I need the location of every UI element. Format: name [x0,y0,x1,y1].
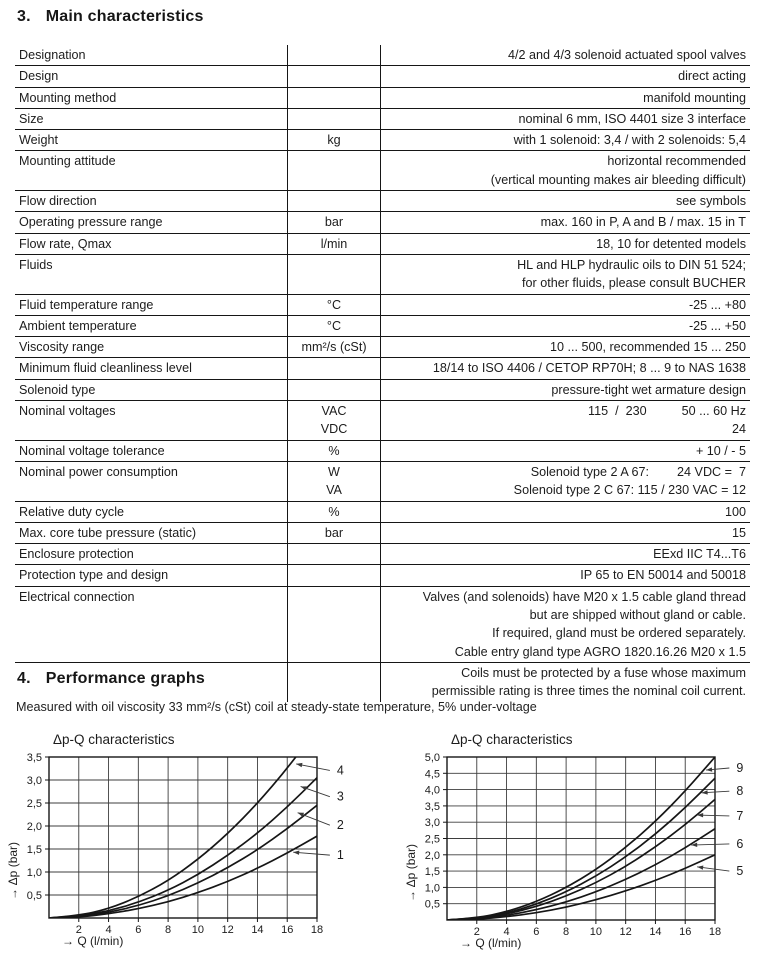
property-cell: Solenoid type [15,379,288,400]
unit-cell: VAC VDC [288,401,381,441]
curve-1 [49,836,317,918]
y-tick-label: 1,0 [26,867,42,879]
x-tick-label: 14 [649,926,662,938]
curve-label: 5 [736,864,744,879]
value-cell: HL and HLP hydraulic oils to DIN 51 524; for other fluids, please consult BUCHER [381,254,751,294]
table-row [15,337,750,358]
property-cell: Mounting method [15,87,288,108]
table-row [15,522,750,543]
property-cell: Viscosity range [15,337,288,358]
property-cell: Fluids [15,254,288,294]
table-row [15,151,750,191]
property-cell: Max. core tube pressure (static) [15,522,288,543]
chart-title: Δp-Q characteristics [53,732,175,747]
unit-cell [288,87,381,108]
x-tick-label: 8 [563,926,570,938]
value-cell: -25 ... +80 [381,294,751,315]
unit-cell: kg [288,130,381,151]
curve-2 [49,805,317,918]
leader-arrowhead [697,865,703,869]
x-tick-label: 10 [191,924,205,936]
unit-cell: bar [288,522,381,543]
section-4-heading [17,670,205,688]
value-cell: nominal 6 mm, ISO 4401 size 3 interface [381,108,751,129]
value-cell: manifold mounting [381,87,751,108]
chart-title: Δp-Q characteristics [451,732,573,747]
unit-cell: bar [288,212,381,233]
table-row [15,315,750,336]
property-cell: Enclosure protection [15,544,288,565]
unit-cell [288,191,381,212]
y-tick-label: 4,5 [424,768,440,781]
property-cell: Weight [15,130,288,151]
table-row [15,379,750,400]
table-row [15,130,750,151]
x-tick-label: 16 [281,924,294,936]
table-row [15,586,750,662]
x-tick-label: 6 [533,926,540,938]
y-tick-label: 1,5 [26,844,42,856]
property-cell: Size [15,108,288,129]
property-cell: Relative duty cycle [15,501,288,522]
property-cell: Nominal voltage tolerance [15,440,288,461]
value-cell: direct acting [381,66,751,87]
value-cell: 10 ... 500, recommended 15 ... 250 [381,337,751,358]
value-cell: see symbols [381,191,751,212]
table-row [15,191,750,212]
x-axis-label: → Q (l/min) [460,936,522,950]
y-tick-label: 1,5 [424,866,440,879]
unit-cell: l/min [288,233,381,254]
value-cell: 100 [381,501,751,522]
x-tick-label: 14 [251,924,264,936]
value-cell: + 10 / - 5 [381,440,751,461]
value-cell: 18, 10 for detented models [381,233,751,254]
value-cell: 4/2 and 4/3 solenoid actuated spool valves [381,45,751,66]
x-tick-label: 18 [708,926,722,938]
x-tick-label: 2 [473,926,480,938]
unit-cell: % [288,501,381,522]
property-cell: Operating pressure range [15,212,288,233]
unit-cell [288,108,381,129]
x-tick-label: 12 [221,924,234,936]
unit-cell [288,379,381,400]
property-cell: Nominal voltages [15,401,288,441]
y-tick-label: 3,0 [424,817,440,830]
x-axis-label: → Q (l/min) [62,934,124,948]
curve-label: 9 [736,760,744,775]
unit-cell: % [288,440,381,461]
curve-label: 6 [736,836,744,851]
section-3-title: Main characteristics [45,8,204,25]
y-tick-label: 4,0 [424,784,440,797]
dp-q-chart-left [0,728,384,956]
table-row [15,45,750,66]
unit-cell: °C [288,294,381,315]
value-cell: pressure-tight wet armature design [381,379,751,400]
x-tick-label: 4 [503,926,510,938]
property-cell: Flow rate, Qmax [15,233,288,254]
main-characteristics-table [15,45,750,702]
curve-label: 3 [336,789,344,804]
property-cell: Nominal power consumption [15,461,288,501]
measurement-conditions-note: Measured with oil viscosity 33 mm²/s (cSt) coil at steady-state temperature, 5% under-voltage [16,700,537,714]
unit-cell [288,358,381,379]
curve-label: 2 [336,818,344,833]
section-4-number: 4. [17,670,31,687]
x-tick-label: 16 [679,926,692,938]
y-tick-label: 0,5 [26,890,42,902]
y-tick-label: 2,0 [424,849,440,862]
table-row [15,440,750,461]
y-tick-label: 0,5 [424,898,440,911]
table-row [15,233,750,254]
table-row [15,565,750,586]
x-tick-label: 10 [589,926,603,938]
section-3-heading [17,8,204,26]
curve-label: 4 [336,763,344,778]
unit-cell [288,254,381,294]
unit-cell: °C [288,315,381,336]
table-row [15,108,750,129]
property-cell: Flow direction [15,191,288,212]
property-cell: Electrical connection [15,586,288,662]
property-cell: Design [15,66,288,87]
property-cell: Ambient temperature [15,315,288,336]
leader-arrowhead [296,763,302,767]
value-cell: EExd IIC T4...T6 [381,544,751,565]
y-tick-label: 3,5 [424,800,440,813]
table-row [15,66,750,87]
y-tick-label: 3,5 [26,752,42,764]
value-cell: 115 / 230 50 ... 60 Hz 24 [381,401,751,441]
property-cell: Protection type and design [15,565,288,586]
value-cell: Coils must be protected by a fuse whose maximum permissible rating is three times the nominal coil current. [431,665,746,699]
x-tick-label: 18 [310,924,324,936]
value-cell: 18/14 to ISO 4406 / CETOP RP70H; 8 ... 9 to NAS 1638 [381,358,751,379]
curve-8 [447,778,715,920]
value-cell: IP 65 to EN 50014 and 50018 [381,565,751,586]
unit-cell: W VA [288,461,381,501]
y-tick-label: 2,5 [26,798,42,810]
value-cell: max. 160 in P, A and B / max. 15 in T [381,212,751,233]
y-axis-label: → Δp (bar) [404,843,418,902]
value-cell: Valves (and solenoids) have M20 x 1.5 cable gland thread but are shipped without gland or cable. If required, gland must be ordered separately. Cable entry gland type AGRO 1820.16.26 M20 x 1.5 [381,586,751,662]
value-cell: -25 ... +50 [381,315,751,336]
unit-cell [288,66,381,87]
table-row [15,294,750,315]
curve-6 [447,829,715,920]
table-row [15,254,750,294]
dp-q-chart-right [384,728,763,956]
value-cell: 15 [381,522,751,543]
table-row [15,501,750,522]
property-cell: Designation [15,45,288,66]
x-tick-label: 6 [135,924,142,936]
table-row [15,87,750,108]
unit-cell [288,586,381,662]
value-cell: Solenoid type 2 A 67: 24 VDC = 7 Solenoid type 2 C 67: 115 / 230 VAC = 12 [381,461,751,501]
curve-label: 8 [736,784,744,799]
table-row [15,358,750,379]
section-3-number: 3. [17,8,31,25]
unit-cell [288,151,381,191]
property-cell: Fluid temperature range [15,294,288,315]
unit-cell [288,565,381,586]
y-axis-label: → Δp (bar) [6,841,20,900]
table-row [15,544,750,565]
unit-cell: mm²/s (cSt) [288,337,381,358]
unit-cell [288,662,381,701]
table-row [15,461,750,501]
y-tick-label: 1,0 [424,882,440,895]
table-row [15,212,750,233]
x-tick-label: 8 [165,924,172,936]
section-4-title: Performance graphs [45,670,205,687]
unit-cell [288,544,381,565]
x-tick-label: 2 [75,924,82,936]
y-tick-label: 2,5 [424,833,440,846]
table-row [15,401,750,441]
x-tick-label: 4 [105,924,112,936]
y-tick-label: 2,0 [26,821,42,833]
value-cell: with 1 solenoid: 3,4 / with 2 solenoids: 5,4 [381,130,751,151]
property-cell: Mounting attitude [15,151,288,191]
curve-label: 7 [736,808,744,823]
unit-cell [288,45,381,66]
value-cell: horizontal recommended (vertical mounting makes air bleeding difficult) [381,151,751,191]
curve-label: 1 [336,848,344,863]
y-tick-label: 5,0 [424,752,440,764]
x-tick-label: 12 [619,926,632,938]
property-cell: Minimum fluid cleanliness level [15,358,288,379]
y-tick-label: 3,0 [26,775,42,787]
